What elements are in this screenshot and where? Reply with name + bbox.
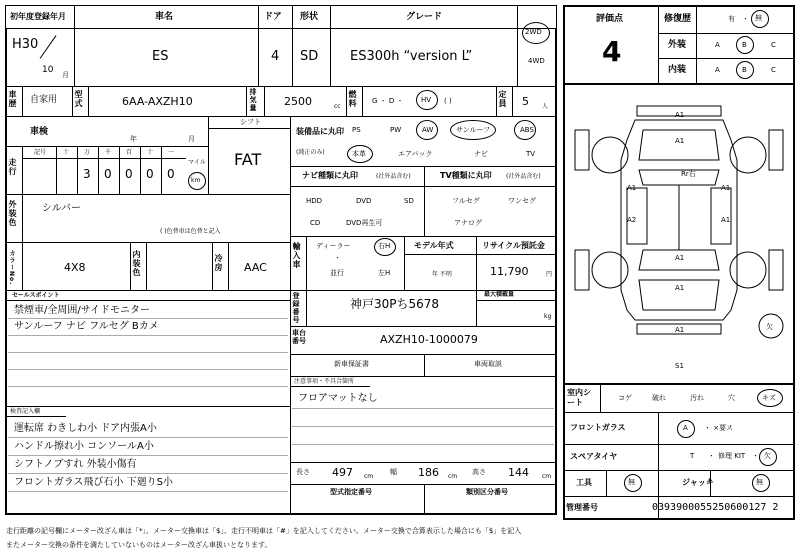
- tire-rl: [592, 252, 628, 288]
- tv-fullseg: フルセグ: [452, 197, 480, 205]
- navi-dvd-play: DVD再生可: [346, 219, 383, 227]
- inspector-line: ハンドル擦れ小 コンソールA小: [14, 441, 154, 452]
- fuel-options: G ・ D ・: [372, 97, 404, 105]
- notes-line: フロアマットなし: [298, 393, 378, 404]
- height-label: 高さ: [472, 468, 486, 476]
- car-name-label: 車名: [155, 12, 174, 22]
- seat-item: キズ: [762, 394, 776, 402]
- tv-sub: (社外品含む): [506, 173, 541, 180]
- model-label: 型式: [74, 90, 83, 108]
- mark-8: A1: [675, 284, 685, 292]
- digit-header: 百: [126, 149, 133, 156]
- footer-line-1: 走行距離の記号欄にメーター改ざん車は「*」、メーター交換車は「$」、走行不明車は「#」を記入してください。メーター交換で合算表示した場合にも「$」を記入: [6, 527, 522, 535]
- color-no: 4X8: [64, 261, 86, 274]
- equipment-item: PS: [352, 126, 361, 134]
- exterior-color-label: 外装色: [8, 200, 17, 227]
- mileage-digit: 0: [104, 167, 112, 181]
- exterior-c: C: [771, 41, 776, 49]
- mark-3: A1: [627, 184, 637, 192]
- equipment-item: TV: [526, 150, 536, 158]
- capacity-label: 定員: [498, 90, 507, 108]
- mark-2: A1: [675, 137, 685, 145]
- navi-dvd: DVD: [356, 197, 372, 205]
- navi-sd: SD: [404, 197, 414, 205]
- mark-6: A1: [721, 216, 731, 224]
- equipment-label: 装備品に丸印: [296, 127, 344, 136]
- doors: 4: [271, 49, 280, 64]
- equipment-sub: (純正のみ): [296, 149, 325, 156]
- auction-sheet: [5, 5, 557, 515]
- glass-a: A: [683, 424, 688, 432]
- manual: 車両取説: [474, 360, 502, 368]
- month-unit: 月: [62, 71, 69, 79]
- shaken-month: 月: [188, 135, 195, 143]
- digit-header: 十: [147, 149, 154, 156]
- cc-unit: cc: [334, 103, 341, 110]
- shape-label: 形状: [300, 12, 319, 22]
- exterior-b: B: [742, 41, 747, 49]
- missing-mark-text: 欠: [766, 323, 773, 331]
- model-year-label: モデル年式: [414, 241, 454, 250]
- grade-label: グレード: [406, 12, 443, 22]
- shift-label: シフト: [240, 118, 261, 126]
- spare-item: ・: [752, 452, 759, 460]
- tools-label: 工具: [576, 478, 592, 487]
- ac-label: 冷房: [214, 254, 223, 272]
- car-diagram: [565, 100, 793, 380]
- mile-label: マイル: [188, 159, 206, 166]
- spare-item: T: [690, 452, 695, 460]
- tools: 無: [628, 478, 635, 486]
- jack: 無: [756, 478, 763, 486]
- usage-label: 車歴: [8, 90, 17, 108]
- registration-number: 神戸30Pち5678: [350, 297, 440, 311]
- seat-item: 汚れ: [690, 394, 704, 402]
- tire-rr: [730, 252, 766, 288]
- equipment-item: PW: [390, 126, 402, 134]
- mileage-digit: 0: [167, 167, 175, 181]
- spare-item: ・: [708, 452, 715, 460]
- import-left: 左H: [378, 269, 391, 277]
- seat-item: コゲ: [618, 394, 632, 402]
- sales-label: セールスポイント: [12, 292, 60, 299]
- notes-label: 注意事項・不具合箇所: [294, 378, 355, 385]
- width: 186: [418, 466, 439, 479]
- width-label: 幅: [390, 468, 397, 476]
- import-dot: ・: [334, 254, 341, 262]
- km-label: km: [191, 177, 201, 184]
- displacement-label: 排気量: [249, 88, 257, 112]
- tv-oneseg: ワンセグ: [508, 197, 536, 205]
- mark-4: A1: [721, 184, 731, 192]
- mileage-digit: 0: [125, 167, 133, 181]
- length-label: 長さ: [296, 468, 310, 476]
- fuel-paren: ( ): [444, 97, 452, 105]
- navi-sub: (社外品含む): [376, 173, 411, 180]
- equipment-item: ABS: [520, 126, 534, 134]
- repair-yes: 有: [728, 15, 735, 23]
- inspector-line: シフトノブすれ 外装小傷有: [14, 459, 137, 470]
- mark-1: A1: [675, 111, 685, 119]
- import-right: 右H: [378, 242, 391, 250]
- score: 4: [602, 35, 622, 68]
- width-cm: cm: [448, 473, 458, 480]
- drive-2wd: 2WD: [525, 28, 542, 36]
- capacity-unit: 人: [542, 103, 549, 110]
- footer-line-2: またメーター交換の条件を満たしていないものはメーター改ざん車扱いとなります。: [6, 541, 272, 549]
- height: 144: [508, 466, 529, 479]
- class-label: 類別区分番号: [466, 488, 508, 496]
- warranty: 新車保証書: [334, 360, 369, 368]
- length-cm: cm: [364, 473, 374, 480]
- recycle: 11,790: [490, 265, 529, 278]
- inspector-line: フロントガラス飛び石小 下廻りS小: [14, 477, 173, 488]
- import-parallel: 並行: [330, 269, 344, 277]
- inspector-label: 検査記入欄: [10, 408, 41, 415]
- chassis-label: 車台番号: [292, 329, 306, 345]
- model: 6AA-AXZH10: [122, 95, 193, 108]
- usage: 自家用: [30, 95, 58, 105]
- interior-color-label: 内装色: [132, 250, 141, 277]
- chassis: AXZH10-1000079: [380, 333, 478, 346]
- exterior-label: 外装: [668, 40, 687, 50]
- grade: ES300h “version L”: [350, 49, 473, 64]
- interior-label: 内装: [668, 65, 687, 75]
- max-load-label: 最大積載量: [484, 291, 515, 298]
- equipment-item: 本革: [352, 150, 366, 158]
- digit-header: 十: [63, 149, 70, 156]
- sales-line: サンルーフ ナビ フルセグ Bカメ: [14, 321, 159, 332]
- drive-4wd: 4WD: [528, 57, 545, 65]
- navi-header: ナビ種類に丸印: [302, 171, 358, 180]
- reg-year-label: 初年度登録年月: [10, 12, 66, 21]
- mileage-digit: 3: [83, 167, 91, 181]
- displacement: 2500: [284, 95, 312, 108]
- shift: FAT: [234, 150, 262, 169]
- ac: AAC: [244, 261, 267, 274]
- mgmt-label: 管理番号: [566, 503, 598, 512]
- equipment-item: エアバック: [398, 150, 433, 158]
- reg-month: 10: [42, 65, 54, 75]
- repair-label: 修復歴: [664, 14, 692, 24]
- interior-a: A: [715, 66, 720, 74]
- navi-hdd: HDD: [306, 197, 323, 205]
- jack-label: ジャッキ: [682, 478, 714, 487]
- mark-7: A1: [675, 254, 685, 262]
- shaken-year: 年: [130, 135, 137, 143]
- symbol-label: 記号: [34, 149, 47, 156]
- registration-label: 登録番号: [292, 292, 300, 324]
- interior-b: B: [742, 66, 747, 74]
- interior-c: C: [771, 66, 776, 74]
- shape: SD: [300, 49, 319, 64]
- glass-rest: ・ ×要ス: [704, 424, 734, 432]
- glass-label: フロントガラス: [570, 423, 626, 432]
- equipment-item: ナビ: [474, 150, 488, 158]
- door-label: ドア: [264, 12, 282, 22]
- type-label: 型式指定番号: [330, 488, 372, 496]
- exterior-color: シルバー: [42, 203, 82, 214]
- capacity: 5: [522, 95, 529, 108]
- shaken-label: 車検: [30, 127, 49, 137]
- yen-unit: 円: [546, 271, 553, 278]
- height-cm: cm: [542, 473, 552, 480]
- sales-line: 禁煙車/全周囲/サイドモニター: [14, 305, 151, 316]
- equipment-item: サンルーフ: [456, 126, 491, 134]
- reg-year: H30: [12, 37, 39, 52]
- fuel-label: 燃料: [348, 90, 357, 108]
- kg-unit: kg: [544, 313, 552, 320]
- mark-5: A2: [627, 216, 637, 224]
- seat-item: 破れ: [652, 394, 666, 402]
- mark-9: A1: [675, 326, 685, 334]
- inspector-line: 運転席 わきしわ小 ドア内張A小: [14, 423, 157, 434]
- rear-label: Rr右: [681, 170, 696, 178]
- model-year: 年 不明: [432, 271, 452, 278]
- digit-header: 万: [84, 149, 91, 156]
- score-label: 評価点: [596, 14, 624, 24]
- color-no-label: カラーNo.: [8, 250, 15, 286]
- mark-10: S1: [675, 362, 684, 370]
- digit-header: 一: [168, 149, 175, 156]
- import-label: 輸入車: [292, 242, 301, 269]
- spare-item: 修理 KIT: [718, 452, 746, 460]
- color-note: ( )色替車は色替と記入: [160, 228, 221, 235]
- tv-analog: アナログ: [454, 219, 482, 227]
- seat-item: 穴: [728, 394, 735, 402]
- digit-header: 千: [105, 149, 112, 156]
- fuel-selected: HV: [421, 96, 432, 104]
- recycle-label: リサイクル預託金: [482, 241, 545, 250]
- mileage-digit: 0: [146, 167, 154, 181]
- mileage-label: 走行: [8, 158, 17, 176]
- mgmt: 0393900055250600127 2: [652, 502, 779, 513]
- spare-label: スペアタイヤ: [570, 452, 618, 461]
- equipment-item: AW: [422, 126, 434, 134]
- tv-header: TV種類に丸印: [440, 171, 492, 180]
- length: 497: [332, 466, 353, 479]
- spare-item: 欠: [764, 452, 771, 460]
- repair-no: 無: [755, 14, 762, 22]
- navi-cd: CD: [310, 219, 321, 227]
- seat-label: 室内シート: [567, 388, 591, 408]
- import-dealer: ディーラー: [316, 242, 351, 250]
- exterior-a: A: [715, 41, 720, 49]
- car-name: ES: [152, 49, 169, 64]
